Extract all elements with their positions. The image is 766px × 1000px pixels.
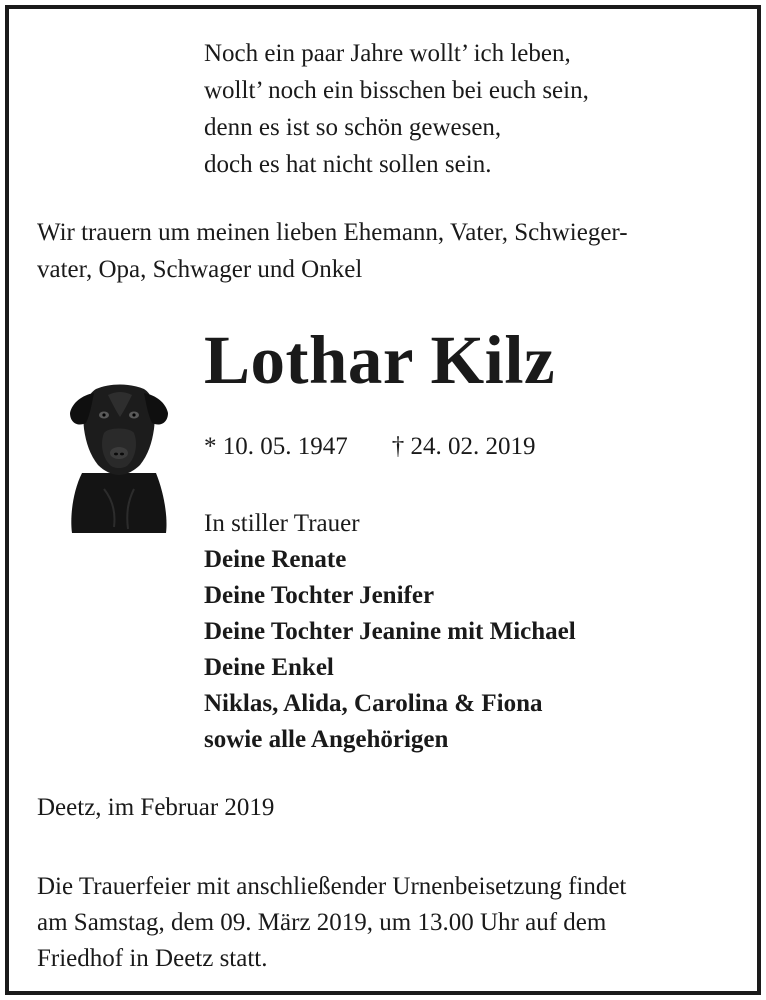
deceased-name: Lothar Kilz <box>204 322 556 398</box>
poem <box>204 35 589 183</box>
mourner-name: sowie alle Angehörigen <box>204 726 449 753</box>
poem-line: denn es ist so schön gewesen, <box>204 114 502 141</box>
place-date: Deetz, im Februar 2019 <box>37 794 275 821</box>
poem-line: Noch ein paar Jahre wollt’ ich leben, <box>204 40 571 67</box>
funeral-info <box>37 869 626 977</box>
intro-text <box>37 214 737 288</box>
funeral-line: Die Trauerfeier mit anschließender Urnenbeisetzung findet <box>37 873 627 900</box>
poem-line: wollt’ noch ein bisschen bei euch sein, <box>204 77 589 104</box>
birth-date: * 10. 05. 1947 <box>204 433 348 460</box>
life-dates <box>204 433 536 461</box>
mourning-heading: In stiller Trauer <box>204 510 360 537</box>
dog-photo <box>64 381 174 533</box>
mourners-block <box>204 506 576 758</box>
obituary-notice <box>5 5 761 995</box>
mourner-name: Deine Enkel <box>204 654 334 681</box>
mourner-name: Deine Renate <box>204 546 347 573</box>
funeral-line: am Samstag, dem 09. März 2019, um 13.00 Uhr auf dem <box>37 909 607 936</box>
mourner-name: Deine Tochter Jenifer <box>204 582 435 609</box>
intro-line: Wir trauern um meinen lieben Ehemann, Vater, Schwieger- <box>37 219 628 246</box>
poem-line: doch es hat nicht sollen sein. <box>204 151 492 178</box>
funeral-line: Friedhof in Deetz statt. <box>37 945 268 972</box>
mourner-name: Niklas, Alida, Carolina & Fiona <box>204 690 543 717</box>
intro-line: vater, Opa, Schwager und Onkel <box>37 256 363 283</box>
mourner-name: Deine Tochter Jeanine mit Michael <box>204 618 576 645</box>
death-date: † 24. 02. 2019 <box>391 433 536 460</box>
